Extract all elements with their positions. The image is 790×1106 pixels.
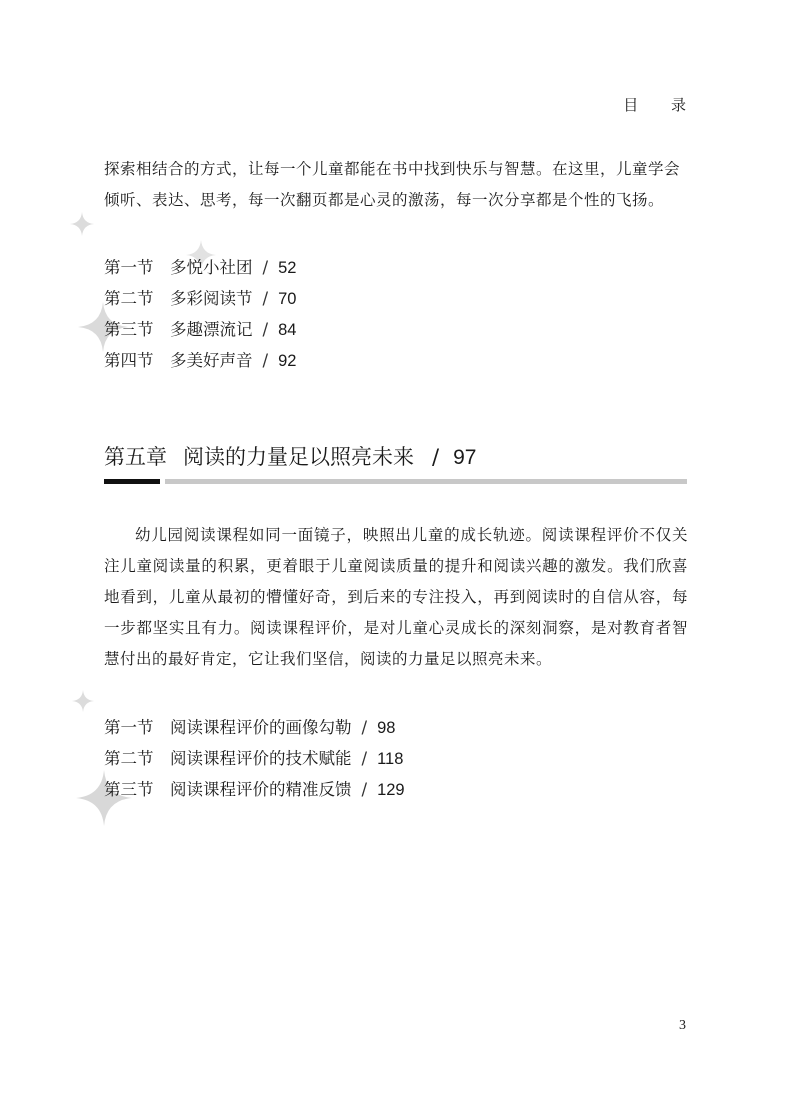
section-number: 第二节 — [104, 749, 154, 768]
chapter4-section-list — [104, 252, 296, 376]
page-ref: 129 — [377, 781, 405, 799]
section-title: 多彩阅读节 — [170, 289, 253, 308]
page-ref: 92 — [278, 352, 297, 370]
separator: / — [262, 289, 269, 308]
toc-entry[interactable] — [104, 743, 405, 774]
toc-entry[interactable] — [104, 712, 405, 743]
section-number: 第二节 — [104, 289, 154, 308]
separator: / — [361, 718, 368, 737]
heading-rule — [165, 479, 687, 484]
section-title: 阅读课程评价的精准反馈 — [170, 780, 352, 799]
toc-entry[interactable] — [104, 252, 296, 283]
chapter5-paragraph: 幼儿园阅读课程如同一面镜子，映照出儿童的成长轨迹。阅读课程评价不仅关注儿童阅读量的积累，更着眼于儿童阅读质量的提升和阅读兴趣的激发。我们欣喜地看到，儿童从最初的懵懂好奇，到后来的专注投入，再到阅读时的自信从容，每一步都坚实且有力。阅读课程评价，是对儿童心灵成长的深刻洞察，是对教育者智慧付出的最好肯定，它让我们坚信，阅读的力量足以照亮未来。 — [104, 526, 688, 668]
intro-paragraph: 探索相结合的方式，让每一个儿童都能在书中找到快乐与智慧。在这里，儿童学会倾听、表达、思考，每一次翻页都是心灵的激荡，每一次分享都是个性的飞扬。 — [104, 160, 681, 209]
section-number: 第一节 — [104, 718, 154, 737]
page-ref: 118 — [377, 750, 404, 768]
toc-entry[interactable] — [104, 314, 296, 345]
running-header: 目 录 — [623, 96, 700, 114]
chapter-number: 第五章 — [104, 445, 167, 469]
page-ref: 98 — [377, 719, 396, 737]
section-title: 多悦小社团 — [170, 258, 253, 277]
separator: / — [361, 749, 368, 768]
chapter-heading[interactable] — [104, 440, 476, 475]
page-ref: 70 — [278, 290, 297, 308]
section-number: 第三节 — [104, 780, 154, 799]
page-ref: 97 — [453, 446, 477, 469]
separator: / — [432, 445, 440, 469]
separator: / — [262, 351, 269, 370]
toc-entry[interactable] — [104, 283, 296, 314]
section-title: 多美好声音 — [170, 351, 253, 370]
section-title: 阅读课程评价的画像勾勒 — [170, 718, 352, 737]
separator: / — [262, 258, 269, 277]
section-number: 第一节 — [104, 258, 154, 277]
sparkle-icon — [72, 690, 94, 712]
toc-entry[interactable] — [104, 345, 296, 376]
chapter-title: 阅读的力量足以照亮未来 — [183, 445, 414, 469]
section-title: 多趣漂流记 — [170, 320, 253, 339]
separator: / — [262, 320, 269, 339]
page-number: 3 — [679, 1018, 686, 1033]
page-ref: 84 — [278, 321, 297, 339]
separator: / — [361, 780, 368, 799]
section-title: 阅读课程评价的技术赋能 — [170, 749, 352, 768]
toc-entry[interactable] — [104, 774, 405, 805]
page-ref: 52 — [278, 259, 297, 277]
sparkle-icon — [70, 212, 94, 236]
section-number: 第三节 — [104, 320, 154, 339]
heading-rule-accent — [104, 479, 160, 484]
section-number: 第四节 — [104, 351, 154, 370]
chapter5-section-list — [104, 712, 405, 805]
